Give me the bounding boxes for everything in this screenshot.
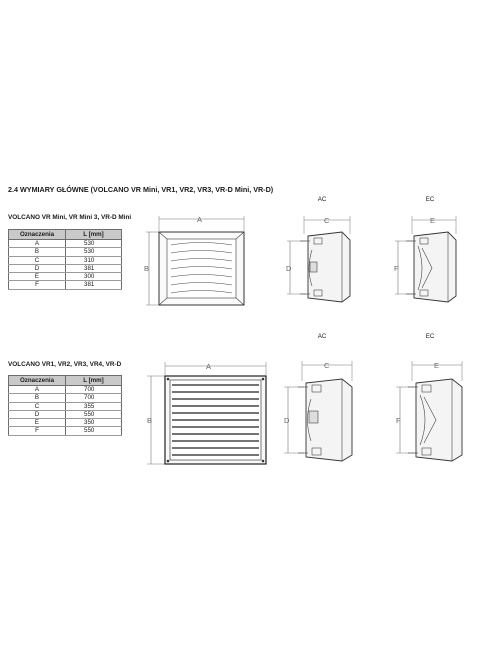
designation-cell: D [9,264,66,272]
table-row [9,248,122,256]
dimension-label-f: F [396,416,401,425]
table-row [9,410,122,418]
table-header-length: L [mm] [66,230,122,240]
section-heading: 2.4 WYMIARY GŁÓWNE (VOLCANO VR Mini, VR1, VR2, VR3, VR-D Mini, VR-D) [8,185,274,194]
designation-cell: D [9,410,66,418]
view-label-ec-top: EC [425,196,435,203]
designation-cell: A [9,386,66,394]
side-view-ac-vr-drawing [280,355,370,470]
length-cell: 550 [66,427,122,435]
dimension-label-a: A [197,215,203,224]
length-cell: 350 [66,419,122,427]
table-row [9,394,122,402]
dimension-label-f: F [394,264,399,273]
designation-cell: B [9,394,66,402]
table-header-designation: Oznaczenia [9,230,66,240]
length-cell: 550 [66,410,122,418]
dimension-label-a: A [206,362,212,371]
table-row [9,240,122,248]
designation-cell: F [9,427,66,435]
designation-cell: B [9,248,66,256]
table-row [9,427,122,435]
table-row [9,264,122,272]
table-row [9,419,122,427]
dimensions-table-vr [8,375,122,436]
dimension-label-d: D [284,416,290,425]
designation-cell: E [9,273,66,281]
view-label-ac-bottom: AC [317,333,327,340]
front-view-mini-drawing [143,213,273,313]
dimension-label-e: E [434,361,440,370]
dimension-label-e: E [430,216,436,225]
length-cell: 530 [66,240,122,248]
view-label-ec-bottom: EC [425,333,435,340]
side-view-ec-mini-drawing [392,210,472,310]
dimension-label-c: C [324,361,330,370]
side-view-ec-vr-drawing [392,355,482,470]
designation-cell: C [9,402,66,410]
dimension-label-b: B [144,264,150,273]
table-row [9,402,122,410]
designation-cell: F [9,281,66,289]
length-cell: 300 [66,273,122,281]
dimension-label-b: B [147,416,153,425]
table-row [9,281,122,289]
designation-cell: E [9,419,66,427]
table-header-designation: Oznaczenia [9,376,66,386]
section-title-mini: VOLCANO VR Mini, VR Mini 3, VR-D Mini [8,214,132,221]
front-view-vr-drawing [143,358,283,473]
table-header-length: L [mm] [66,376,122,386]
length-cell: 381 [66,264,122,272]
length-cell: 530 [66,248,122,256]
view-label-ac-top: AC [317,196,327,203]
length-cell: 381 [66,281,122,289]
designation-cell: A [9,240,66,248]
length-cell: 700 [66,386,122,394]
section-title-vr: VOLCANO VR1, VR2, VR3, VR4, VR-D [8,361,122,368]
dimension-label-c: C [324,216,330,225]
side-view-ac-mini-drawing [284,210,364,310]
table-row [9,386,122,394]
dimension-label-d: D [286,264,292,273]
length-cell: 700 [66,394,122,402]
length-cell: 355 [66,402,122,410]
dimensions-table-mini [8,229,122,290]
table-row [9,273,122,281]
length-cell: 310 [66,256,122,264]
table-row [9,256,122,264]
designation-cell: C [9,256,66,264]
